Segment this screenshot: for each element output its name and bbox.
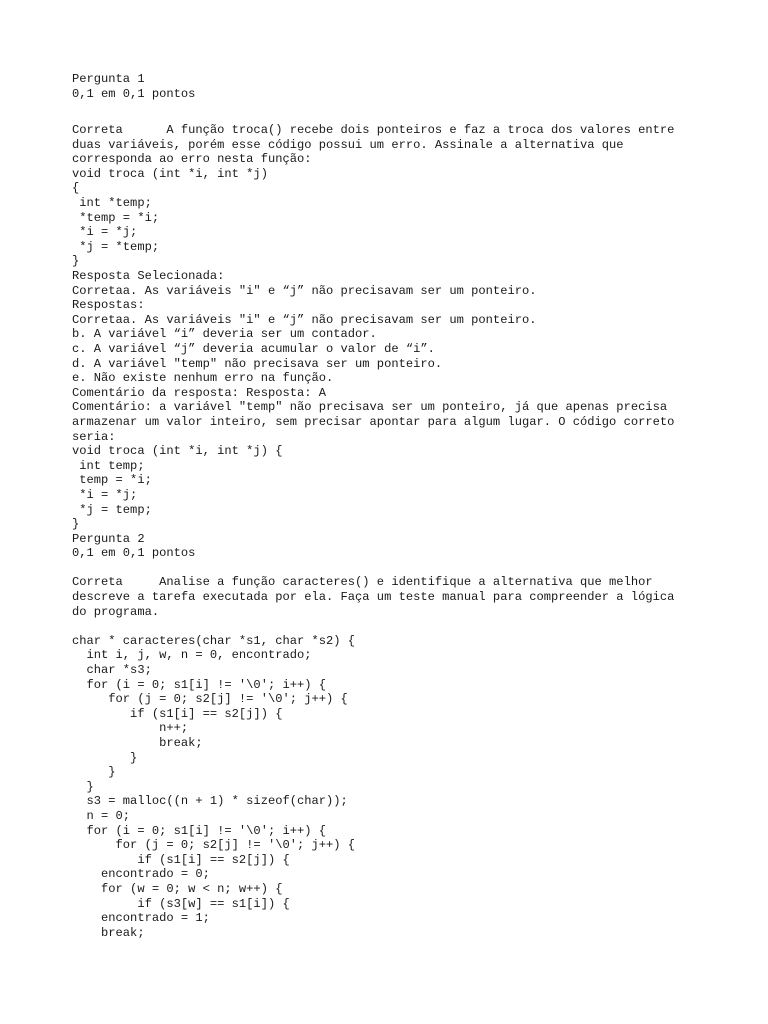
- feedback-text: [72, 400, 712, 444]
- code-line: }: [72, 517, 80, 532]
- code-block: [72, 634, 712, 940]
- question-statement: [72, 575, 712, 619]
- code-line: *i = *j;: [72, 487, 138, 502]
- code-line: n++;: [72, 721, 189, 736]
- answer-option-e: e. Não existe nenhum erro na função.: [72, 371, 334, 386]
- correct-code-block: [72, 444, 712, 532]
- statement-line: Correta A função troca() recebe dois ponteiros e faz a troca dos valores entre: [72, 123, 675, 138]
- code-line: for (j = 0; s2[j] != '\0'; j++) {: [72, 838, 356, 853]
- code-line: *i = *j;: [72, 225, 138, 240]
- code-line: {: [72, 181, 80, 196]
- spacer: [72, 619, 712, 634]
- code-line: *temp = *i;: [72, 210, 160, 225]
- spacer: [72, 561, 712, 576]
- code-line: if (s1[i] == s2[j]) {: [72, 852, 290, 867]
- question-score: 0,1 em 0,1 pontos: [72, 546, 196, 561]
- question-2: [72, 532, 712, 941]
- selected-answer: Corretaa. As variáveis "i" e “j” não precisavam ser um ponteiro.: [72, 283, 537, 298]
- code-line: *j = temp;: [72, 502, 152, 517]
- statement-line: descreve a tarefa executada por ela. Faça um teste manual para compreender a lógica: [72, 590, 675, 605]
- code-line: for (j = 0; s2[j] != '\0'; j++) {: [72, 692, 348, 707]
- code-line: int *temp;: [72, 196, 152, 211]
- question-score: 0,1 em 0,1 pontos: [72, 86, 196, 101]
- spacer: [72, 108, 712, 123]
- code-line: encontrado = 0;: [72, 867, 210, 882]
- feedback-line: seria:: [72, 429, 116, 444]
- statement-line: corresponda ao erro nesta função:: [72, 152, 312, 167]
- code-line: n = 0;: [72, 808, 131, 823]
- answer-option-d: d. A variável "temp" não precisava ser um ponteiro.: [72, 356, 443, 371]
- question-title: Pergunta 2: [72, 531, 145, 546]
- code-line: break;: [72, 925, 145, 940]
- question-title: Pergunta 1: [72, 72, 145, 86]
- code-line: for (i = 0; s1[i] != '\0'; i++) {: [72, 823, 327, 838]
- feedback-line: armazenar um valor inteiro, sem precisar apontar para algum lugar. O código correto: [72, 414, 675, 429]
- code-line: break;: [72, 736, 203, 751]
- code-line: for (i = 0; s1[i] != '\0'; i++) {: [72, 677, 327, 692]
- spacer: [72, 101, 712, 108]
- answer-option-b: b. A variável “i” deveria ser um contador.: [72, 327, 377, 342]
- code-line: void troca (int *i, int *j): [72, 166, 268, 181]
- answer-list: [72, 313, 712, 386]
- question-statement: [72, 123, 712, 167]
- code-line: char *s3;: [72, 663, 152, 678]
- code-line: }: [72, 779, 94, 794]
- code-line: *j = *temp;: [72, 239, 160, 254]
- question-1: [72, 72, 712, 532]
- code-line: encontrado = 1;: [72, 911, 210, 926]
- code-line: void troca (int *i, int *j) {: [72, 444, 283, 459]
- code-line: }: [72, 750, 138, 765]
- statement-line: do programa.: [72, 604, 160, 619]
- feedback-heading: Comentário da resposta: Resposta: A: [72, 385, 327, 400]
- answer-option-a: Corretaa. As variáveis "i" e “j” não precisavam ser um ponteiro.: [72, 312, 537, 327]
- statement-line: Correta Analise a função caracteres() e identifique a alternativa que melhor: [72, 575, 653, 590]
- code-line: char * caracteres(char *s1, char *s2) {: [72, 633, 356, 648]
- code-line: temp = *i;: [72, 473, 152, 488]
- answers-heading: Respostas:: [72, 298, 145, 313]
- code-line: }: [72, 254, 80, 269]
- code-block: [72, 167, 712, 269]
- selected-answer-heading: Resposta Selecionada:: [72, 269, 225, 284]
- code-line: }: [72, 765, 116, 780]
- code-line: for (w = 0; w < n; w++) {: [72, 881, 283, 896]
- code-line: int temp;: [72, 458, 145, 473]
- code-line: s3 = malloc((n + 1) * sizeof(char));: [72, 794, 348, 809]
- feedback-line: Comentário: a variável "temp" não precisava ser um ponteiro, já que apenas precisa: [72, 400, 668, 415]
- document-page: [72, 72, 712, 940]
- answer-option-c: c. A variável “j” deveria acumular o valor de “i”.: [72, 341, 435, 356]
- code-line: int i, j, w, n = 0, encontrado;: [72, 648, 312, 663]
- code-line: if (s1[i] == s2[j]) {: [72, 706, 283, 721]
- code-line: if (s3[w] == s1[i]) {: [72, 896, 290, 911]
- statement-line: duas variáveis, porém esse código possui um erro. Assinale a alternativa que: [72, 137, 624, 152]
